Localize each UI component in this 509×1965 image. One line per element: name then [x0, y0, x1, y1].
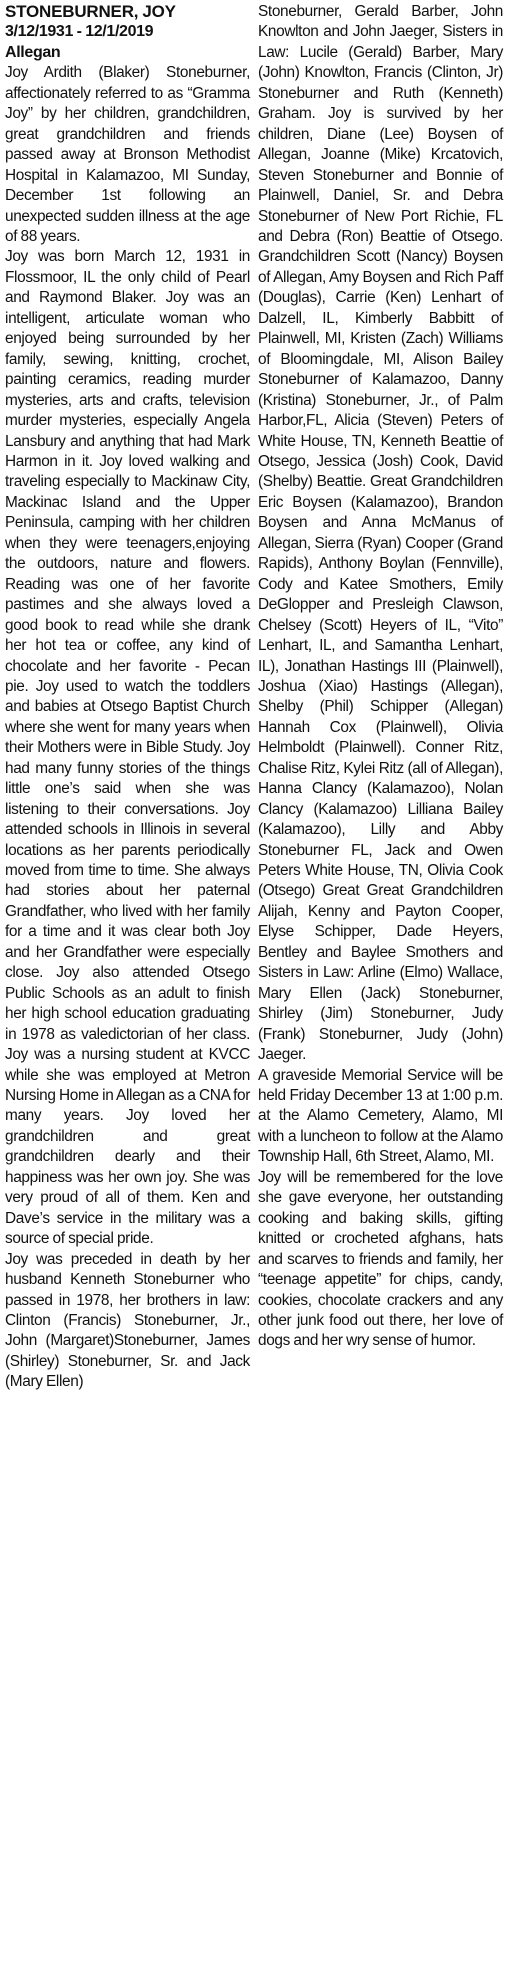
right-column — [258, 2, 503, 1352]
paragraph-preceded-in-death: Joy was preceded in death by her husband Kenneth Stoneburner who passed in 1978, her brothers in law: Clinton (Francis) Stoneburner, Jr., John (Margaret)Stoneburner, James (Shirley) Stoneburner, Sr. and Jack (Mary Ellen) — [5, 1250, 250, 1391]
obituary-dates: 3/12/1931 - 12/1/2019 — [5, 23, 154, 41]
paragraph-survivors: Stoneburner, Gerald Barber, John Knowlton and John Jaeger, Sisters in Law: Lucile (Gerald) Barber, Mary (John) Knowlton, Francis (Clinton, Jr) Stoneburner and Ruth (Kenneth) Graham. Joy is survived by her children, Diane (Lee) Boysen of Allegan, Joanne (Mike) Krcatovich, Steven Stoneburner and Bonnie of Plainwell, Daniel, Sr. and Debra Stoneburner of New Port Richie, FL and Debra (Ron) Beattie of Otsego. Grandchildren Scott (Nancy) Boysen of Allegan, Amy Boysen and Rich Paff (Douglas), Carrie (Ken) Lenhart of Dalzell, IL, Kimberly Babbitt of Plainwell, MI, Kristen (Zach) Williams of Bloomingdale, MI, Alison Bailey Stoneburner of Kalamazoo, Danny (Kristina) Stoneburner, Jr., of Palm Harbor,FL, Alicia (Steven) Peters of White House, TN, Kenneth Beattie of Otsego, Jessica (Josh) Cook, David (Shelby) Beattie. Great Grandchildren Eric Boysen (Kalamazoo), Brandon Boysen and Anna McManus of Allegan, Sierra (Ryan) Cooper (Grand Rapids), Anthony Boylan (Fennville), Cody and Katee Smothers, Emily DeGlopper and Presleigh Clawson, Chelsey (Scott) Heyers of IL, “Vito” Lenhart, IL, and Samantha Lenhart, IL), Jonathan Hastings III (Plainwell), Joshua (Xiao) Hastings (Allegan), Shelby (Phil) Schipper (Allegan) Hannah Cox (Plainwell), Olivia Helmboldt (Plainwell). Conner Ritz, Chalise Ritz, Kylei Ritz (all of Allegan), Hanna Clancy (Kalamazoo), Nolan Clancy (Kalamazoo) Lilliana Bailey (Kalamazoo), Lilly and Abby Stoneburner FL, Jack and Owen Peters White House, TN, Olivia Cook (Otsego) Great Great Grandchildren Alijah, Kenny and Payton Cooper, Elyse Schipper, Dade Heyers, Bentley and Baylee Smothers and Sisters in Law: Arline (Elmo) Wallace, Mary Ellen (Jack) Stoneburner, Shirley (Jim) Stoneburner, Judy (Frank) Stoneburner, Judy (John) Jaeger. — [258, 3, 503, 1064]
paragraph-memorial-service: A graveside Memorial Service will be held Friday December 13 at 1:00 p.m. at the Alamo Cemetery, Alamo, MI with a luncheon to follow at the Alamo Township Hall, 6th Street, Alamo, MI. — [258, 1066, 503, 1166]
left-column — [5, 2, 250, 1393]
paragraph-remembrance: Joy will be remembered for the love she gave everyone, her outstanding cooking and baking skills, gifting knitted or crocheted afghans, hats and scarves to friends and family, her “teenage appetite” for chips, candy, cookies, chocolate crackers and any other junk food out there, her love of dogs and her wry sense of humor. — [258, 1168, 503, 1350]
obituary-location: Allegan — [5, 43, 61, 61]
column-gutter — [253, 0, 254, 1965]
obituary-name: STONEBURNER, JOY — [5, 2, 176, 21]
paragraph-passing: Joy Ardith (Blaker) Stoneburner, affectionately referred to as “Gramma Joy” by her children, grandchildren, great grandchildren and friends passed away at Bronson Methodist Hospital in Kalamazoo, MI Sunday, December 1st following an unexpected sudden illness at the age of 88 years. — [5, 64, 250, 245]
paragraph-life: Joy was born March 12, 1931 in Flossmoor, IL the only child of Pearl and Raymond Blaker. Joy was an intelligent, articulate woman who enjoyed being surrounded by her family, sewing, knitting, crochet, painting ceramics, reading murder mysteries, arts and crafts, television murder mysteries, especially Angela Lansbury and anything that had Mark Harmon in it. Joy loved walking and traveling especially to Mackinaw City, Mackinac Island and the Upper Peninsula, camping with her children when they were teenagers,enjoying the outdoors, nature and flowers. Reading was one of her favorite pastimes and she always loved a good book to read while she drank her hot tea or coffee, any kind of chocolate and her favorite - Pecan pie. Joy used to watch the toddlers and babies at Otsego Baptist Church where she went for many years when their Mothers were in Bible Study. Joy had many funny stories of the things little one’s said when she was listening to their conversations. Joy attended schools in Illinois in several locations as her parents periodically moved from time to time. She always had stories about her paternal Grandfather, who lived with her family for a time and it was clear both Joy and her Grandfather were especially close. Joy also attended Otsego Public Schools as an adult to finish her high school education graduating in 1978 as valedictorian of her class. Joy was a nursing student at KVCC while she was employed at Metron Nursing Home in Allegan as a CNA for many years. Joy loved her grandchildren and great grandchildren dearly and their happiness was her own joy. She was very proud of all of them. Ken and Dave’s service in the military was a source of special pride. — [5, 248, 250, 1248]
